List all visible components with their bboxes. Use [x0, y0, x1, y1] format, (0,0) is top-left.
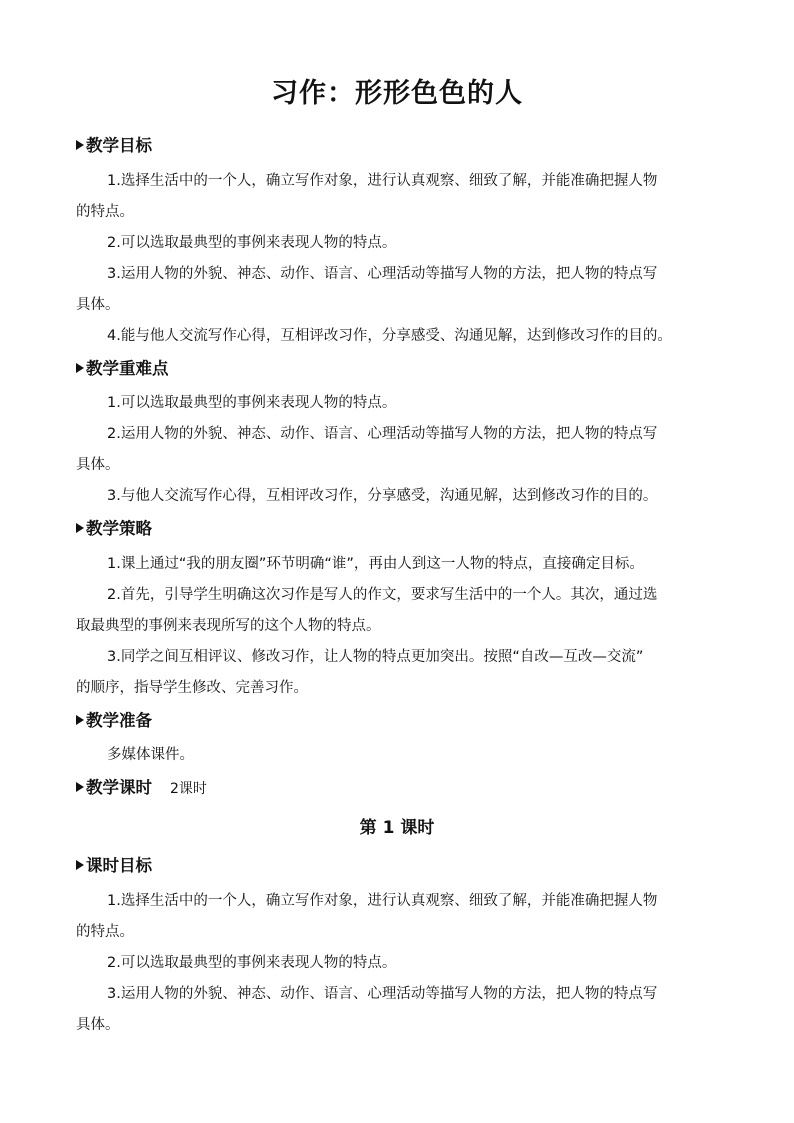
hours-value: 2课时 [170, 781, 207, 797]
triangle-bullet-icon [76, 363, 84, 373]
strategy-item-3: 3.同学之间互相评议、修改习作，让人物的特点更加突出。按照“自改—互改—交流” [107, 649, 644, 665]
section-heading-preparation [76, 709, 152, 733]
goal-item-1-cont: 的特点。 [76, 204, 134, 220]
triangle-bullet-icon [76, 523, 84, 533]
strategy-item-2-cont: 取最典型的事例来表现所写的这个人物的特点。 [76, 618, 381, 634]
triangle-bullet-icon [76, 715, 84, 725]
lesson-goal-item-1-cont: 的特点。 [76, 924, 134, 940]
heading-label: 课时目标 [86, 856, 152, 875]
lesson-title: 第 1 课时 [359, 818, 435, 838]
goal-item-4: 4.能与他人交流写作心得，互相评改习作，分享感受、沟通见解，达到修改习作的目的。 [107, 328, 672, 344]
triangle-bullet-icon [76, 860, 84, 870]
heading-label: 教学目标 [86, 136, 152, 155]
key-point-item-1: 1.可以选取最典型的事例来表现人物的特点。 [107, 395, 397, 411]
lesson-goal-item-3-cont: 具体。 [76, 1017, 120, 1033]
heading-label: 教学策略 [86, 519, 152, 538]
goal-item-3-cont: 具体。 [76, 297, 120, 313]
lesson-goal-item-2: 2.可以选取最典型的事例来表现人物的特点。 [107, 955, 397, 971]
key-point-item-2: 2.运用人物的外貌、神态、动作、语言、心理活动等描写人物的方法，把人物的特点写 [107, 426, 658, 442]
key-point-item-2-cont: 具体。 [76, 457, 120, 473]
goal-item-1: 1.选择生活中的一个人，确立写作对象，进行认真观察、细致了解，并能准确把握人物 [107, 173, 658, 189]
key-point-item-3: 3.与他人交流写作心得，互相评改习作，分享感受，沟通见解，达到修改习作的目的。 [107, 488, 658, 504]
strategy-item-2: 2.首先，引导学生明确这次习作是写人的作文，要求写生活中的一个人。其次，通过选 [107, 587, 658, 603]
goal-item-2: 2.可以选取最典型的事例来表现人物的特点。 [107, 235, 397, 251]
section-heading-goals [76, 134, 152, 158]
heading-label: 教学课时 [86, 778, 152, 797]
lesson-goal-item-3: 3.运用人物的外貌、神态、动作、语言、心理活动等描写人物的方法，把人物的特点写 [107, 986, 658, 1002]
section-heading-hours [76, 776, 207, 801]
section-heading-strategy [76, 517, 152, 541]
strategy-item-3-cont: 的顺序，指导学生修改、完善习作。 [76, 680, 308, 696]
triangle-bullet-icon [76, 782, 84, 792]
goal-item-3: 3.运用人物的外貌、神态、动作、语言、心理活动等描写人物的方法，把人物的特点写 [107, 266, 658, 282]
strategy-item-1: 1.课上通过“我的朋友圈”环节明确“谁”，再由人到这一人物的特点，直接确定目标。 [107, 556, 644, 572]
preparation-item-1: 多媒体课件。 [107, 747, 194, 763]
triangle-bullet-icon [76, 140, 84, 150]
heading-label: 教学重难点 [86, 359, 169, 378]
document-title: 习作：形形色色的人 [271, 78, 523, 109]
heading-label: 教学准备 [86, 711, 152, 730]
lesson-goal-item-1: 1.选择生活中的一个人，确立写作对象，进行认真观察、细致了解，并能准确把握人物 [107, 893, 658, 909]
section-heading-lesson-goals [76, 854, 152, 878]
section-heading-key-points [76, 357, 169, 381]
